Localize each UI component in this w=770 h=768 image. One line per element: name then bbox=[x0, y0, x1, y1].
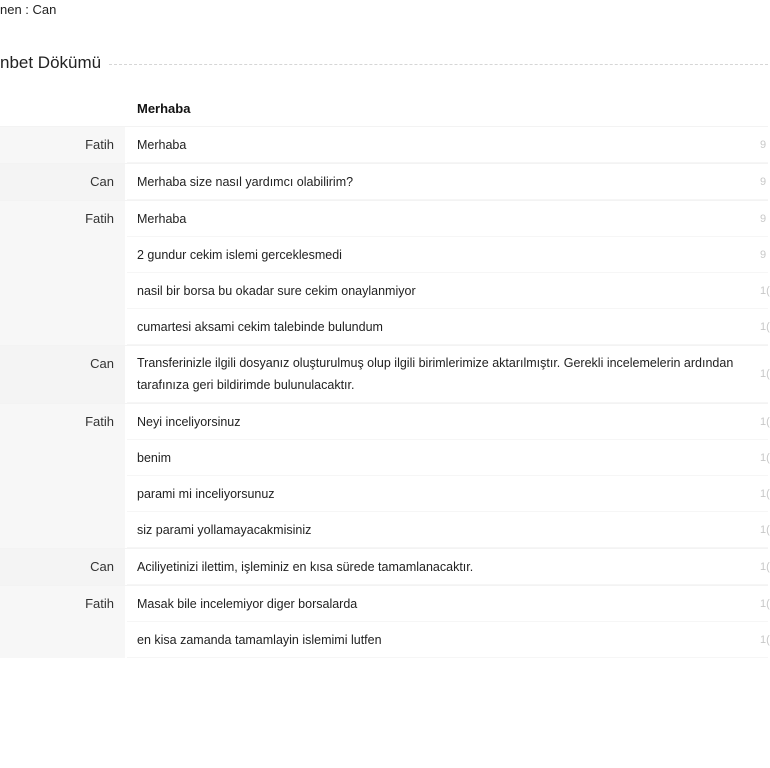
message-list bbox=[127, 586, 768, 658]
message-group bbox=[0, 585, 768, 658]
message-time: 1( bbox=[760, 633, 770, 646]
message-list bbox=[127, 164, 768, 200]
message-text: Neyi inceliyorsinuz bbox=[137, 414, 241, 429]
section-divider bbox=[109, 64, 768, 65]
message-text: 2 gundur cekim islemi gerceklesmedi bbox=[137, 247, 342, 262]
message-row bbox=[127, 476, 768, 512]
message-row bbox=[127, 549, 768, 585]
message-time: 9 bbox=[760, 138, 767, 151]
sender-name: Fatih bbox=[0, 127, 125, 163]
message-row bbox=[127, 404, 768, 440]
section-header bbox=[0, 50, 768, 76]
message-text: nasil bir borsa bu okadar sure cekim onaylanmiyor bbox=[137, 283, 416, 298]
message-text: parami mi inceliyorsunuz bbox=[137, 486, 275, 501]
message-list bbox=[127, 201, 768, 345]
message-row bbox=[127, 201, 768, 237]
message-row bbox=[127, 586, 768, 622]
transcript-table bbox=[0, 90, 768, 658]
message-time: 1( bbox=[760, 284, 770, 297]
message-text: en kisa zamanda tamamlayin islemimi lutfen bbox=[137, 632, 382, 647]
transcript-header-row bbox=[0, 90, 768, 126]
message-row bbox=[127, 622, 768, 658]
message-text: Merhaba size nasıl yardımcı olabilirim? bbox=[137, 174, 354, 189]
operator-label: nen : Can bbox=[0, 2, 57, 17]
message-list bbox=[127, 549, 768, 585]
message-time: 9 bbox=[760, 175, 767, 188]
message-text: Aciliyetinizi ilettim, işleminiz en kısa sürede tamamlanacaktır. bbox=[137, 559, 474, 574]
message-row bbox=[127, 309, 768, 345]
message-text: Merhaba bbox=[137, 211, 187, 226]
message-text: Transferinizle ilgili dosyanız oluşturulmuş olup ilgili birimlerimize aktarılmıştır. Gerekli incelemelerin ardından tarafınıza geri bildirimde bulunulacaktır. bbox=[137, 356, 734, 392]
message-time: 1( bbox=[760, 597, 770, 610]
message-time: 1( bbox=[760, 487, 770, 500]
message-row bbox=[127, 440, 768, 476]
message-group bbox=[0, 126, 768, 163]
message-list bbox=[127, 404, 768, 548]
sender-name: Can bbox=[0, 164, 125, 200]
sender-name: Can bbox=[0, 346, 125, 403]
message-row bbox=[127, 346, 768, 403]
message-group bbox=[0, 345, 768, 403]
message-list bbox=[127, 346, 768, 403]
message-time: 1( bbox=[760, 368, 770, 380]
message-row bbox=[127, 164, 768, 200]
message-group bbox=[0, 403, 768, 548]
sender-name: Fatih bbox=[0, 404, 125, 548]
message-row bbox=[127, 512, 768, 548]
message-time: 9 bbox=[760, 212, 767, 225]
message-text: siz parami yollamayacakmisiniz bbox=[137, 522, 312, 537]
message-text: benim bbox=[137, 450, 172, 465]
message-group bbox=[0, 163, 768, 200]
conversation-title: Merhaba bbox=[137, 100, 191, 116]
message-time: 1( bbox=[760, 560, 770, 573]
message-text: Merhaba bbox=[137, 137, 187, 152]
message-row bbox=[127, 237, 768, 273]
message-row bbox=[127, 273, 768, 309]
message-time: 1( bbox=[760, 523, 770, 536]
message-time: 1( bbox=[760, 320, 770, 333]
message-list bbox=[127, 127, 768, 163]
message-time: 1( bbox=[760, 415, 770, 428]
message-group bbox=[0, 200, 768, 345]
section-title: nbet Dökümü bbox=[0, 53, 102, 72]
message-text: cumartesi aksami cekim talebinde bulundum bbox=[137, 319, 383, 334]
message-time: 1( bbox=[760, 451, 770, 464]
sender-name: Fatih bbox=[0, 586, 125, 658]
sender-name: Can bbox=[0, 549, 125, 585]
message-text: Masak bile incelemiyor diger borsalarda bbox=[137, 596, 358, 611]
sender-name: Fatih bbox=[0, 201, 125, 345]
message-group bbox=[0, 548, 768, 585]
message-row bbox=[127, 127, 768, 163]
message-time: 9 bbox=[760, 248, 767, 261]
